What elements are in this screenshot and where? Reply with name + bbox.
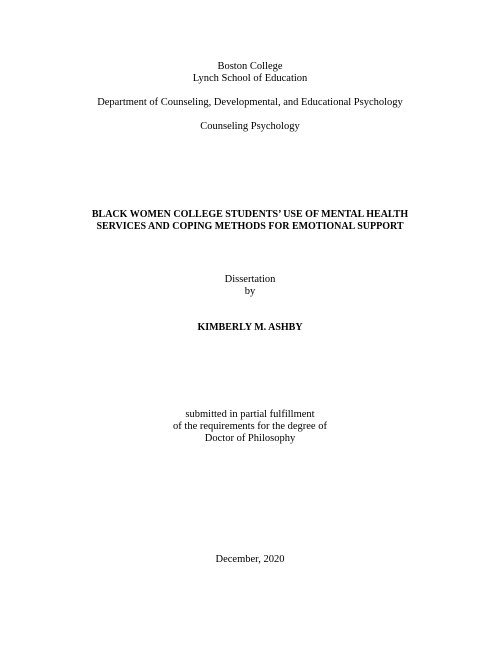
dissertation-title-line-2: SERVICES AND COPING METHODS FOR EMOTIONAL SUPPORT: [96, 221, 404, 232]
submission-date: December, 2020: [215, 554, 285, 565]
document-type: Dissertation: [224, 274, 276, 285]
author-name: KIMBERLY M. ASHBY: [197, 322, 303, 333]
degree-name: Doctor of Philosophy: [204, 433, 296, 444]
by-label: by: [244, 286, 256, 297]
fulfillment-line-2: of the requirements for the degree of: [173, 421, 327, 432]
program-name: Counseling Psychology: [200, 121, 300, 132]
university-name: Boston College: [217, 61, 283, 72]
dissertation-title-line-1: BLACK WOMEN COLLEGE STUDENTS’ USE OF MENTAL HEALTH: [91, 209, 409, 220]
school-name: Lynch School of Education: [192, 73, 308, 84]
fulfillment-line-1: submitted in partial fulfillment: [185, 409, 315, 420]
department-name: Department of Counseling, Developmental, and Educational Psychology: [97, 97, 403, 108]
